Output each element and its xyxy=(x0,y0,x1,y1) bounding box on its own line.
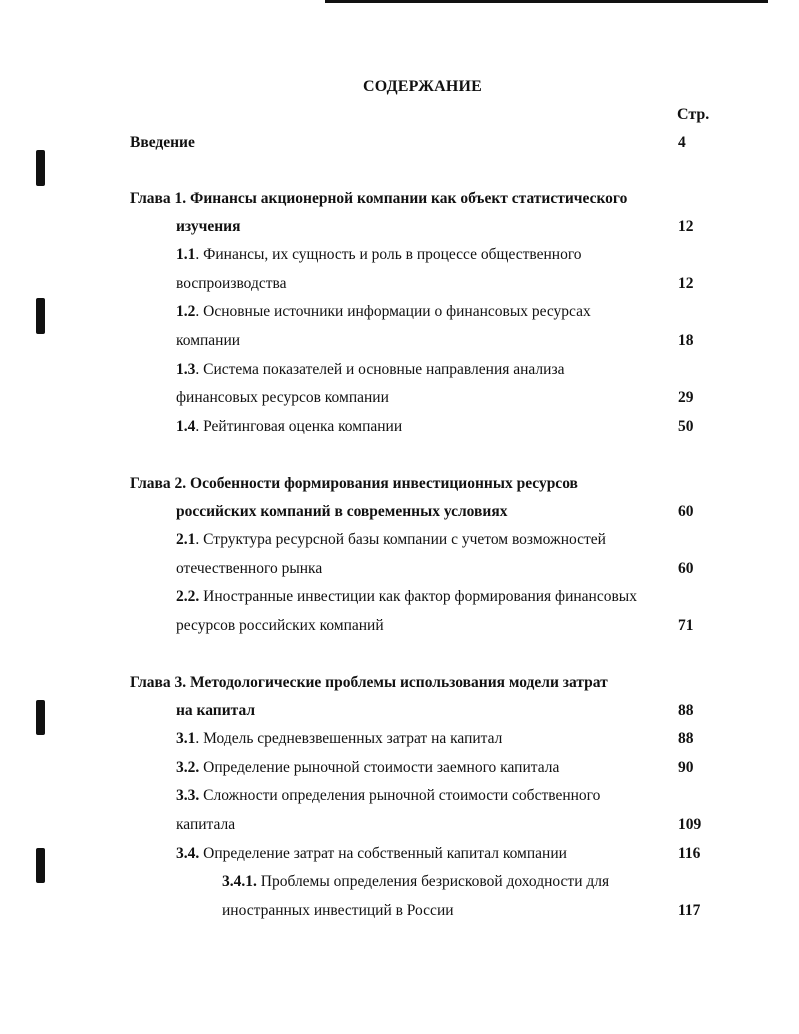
section-title: . Финансы, их сущность и роль в процессе общественного xyxy=(195,246,582,263)
chapter-2-title-line2: российских компаний в современных условиях xyxy=(176,503,508,520)
intro-title: Введение xyxy=(130,134,195,151)
section-number: 1.4 xyxy=(176,418,196,435)
section-number: 2.2. xyxy=(176,588,200,605)
section-title: Сложности определения рыночной стоимости собственного xyxy=(199,787,601,804)
section-number: 3.1 xyxy=(176,730,196,747)
section-number: 1.2 xyxy=(176,303,196,320)
toc-entry-3-1 xyxy=(176,730,502,748)
punch-hole-mark xyxy=(36,150,45,186)
page-column-label: Стр. xyxy=(677,106,710,123)
toc-entry-3-3-page: 109 xyxy=(678,816,702,833)
toc-entry-1-2-cont: компании xyxy=(176,332,241,349)
toc-entry-2-1-cont: отечественного рынка xyxy=(176,560,323,577)
chapter-3-title-line1: Глава 3. Методологические проблемы использования модели затрат xyxy=(130,674,608,691)
section-number: 3.2. xyxy=(176,759,200,776)
toc-entry-3-4-1 xyxy=(222,873,609,891)
toc-entry-3-4-page: 116 xyxy=(678,845,701,862)
toc-entry-2-2-page: 71 xyxy=(678,617,694,634)
chapter-2-page: 60 xyxy=(678,503,694,520)
toc-entry-1-1 xyxy=(176,246,582,264)
toc-entry-1-4-page: 50 xyxy=(678,418,694,435)
toc-entry-3-4-1-cont: иностранных инвестиций в России xyxy=(222,902,454,919)
toc-entry-3-2 xyxy=(176,759,559,777)
intro-page: 4 xyxy=(678,134,686,151)
toc-entry-3-2-page: 90 xyxy=(678,759,694,776)
section-title: Иностранные инвестиции как фактор формирования финансовых xyxy=(199,588,637,605)
toc-entry-2-2 xyxy=(176,588,637,606)
punch-hole-mark xyxy=(36,848,45,883)
section-title: Проблемы определения безрисковой доходности для xyxy=(256,873,610,890)
section-number: 2.1 xyxy=(176,531,196,548)
chapter-1-page: 12 xyxy=(678,218,694,235)
section-title: . Система показателей и основные направления анализа xyxy=(195,361,565,378)
toc-entry-1-3 xyxy=(176,361,564,379)
page-title: СОДЕРЖАНИЕ xyxy=(362,78,483,95)
chapter-1-title-line2: изучения xyxy=(176,218,241,235)
section-title: . Структура ресурсной базы компании с учетом возможностей xyxy=(195,531,606,548)
toc-entry-3-3 xyxy=(176,787,600,805)
section-title: Определение затрат на собственный капитал компании xyxy=(199,845,567,862)
chapter-2-title-line1: Глава 2. Особенности формирования инвестиционных ресурсов xyxy=(130,475,578,492)
toc-entry-1-3-cont: финансовых ресурсов компании xyxy=(176,389,389,406)
section-title: . Модель средневзвешенных затрат на капитал xyxy=(195,730,503,747)
toc-entry-1-2-page: 18 xyxy=(678,332,694,349)
section-title: Определение рыночной стоимости заемного капитала xyxy=(199,759,560,776)
chapter-1-title-line1: Глава 1. Финансы акционерной компании как объект статистического xyxy=(130,190,628,207)
punch-hole-mark xyxy=(36,700,45,735)
toc-entry-1-2 xyxy=(176,303,591,321)
toc-entry-2-1-page: 60 xyxy=(678,560,694,577)
section-number: 1.3 xyxy=(176,361,196,378)
section-number: 3.4. xyxy=(176,845,200,862)
toc-entry-3-1-page: 88 xyxy=(678,730,694,747)
punch-hole-mark xyxy=(36,298,45,334)
toc-entry-3-4-1-page: 117 xyxy=(678,902,701,919)
section-number: 3.3. xyxy=(176,787,200,804)
toc-entry-2-2-cont: ресурсов российских компаний xyxy=(176,617,384,634)
section-number: 1.1 xyxy=(176,246,196,263)
toc-entry-1-1-page: 12 xyxy=(678,275,694,292)
section-title: . Рейтинговая оценка компании xyxy=(195,418,403,435)
section-title: . Основные источники информации о финансовых ресурсах xyxy=(195,303,591,320)
chapter-3-page: 88 xyxy=(678,702,694,719)
toc-entry-1-3-page: 29 xyxy=(678,389,694,406)
toc-entry-1-4 xyxy=(176,418,402,436)
toc-entry-3-4 xyxy=(176,845,567,863)
toc-entry-3-3-cont: капитала xyxy=(176,816,236,833)
toc-entry-2-1 xyxy=(176,531,606,549)
section-number: 3.4.1. xyxy=(222,873,257,890)
scan-top-rule xyxy=(325,0,768,3)
chapter-3-title-line2: на капитал xyxy=(176,702,256,719)
toc-entry-1-1-cont: воспроизводства xyxy=(176,275,287,292)
